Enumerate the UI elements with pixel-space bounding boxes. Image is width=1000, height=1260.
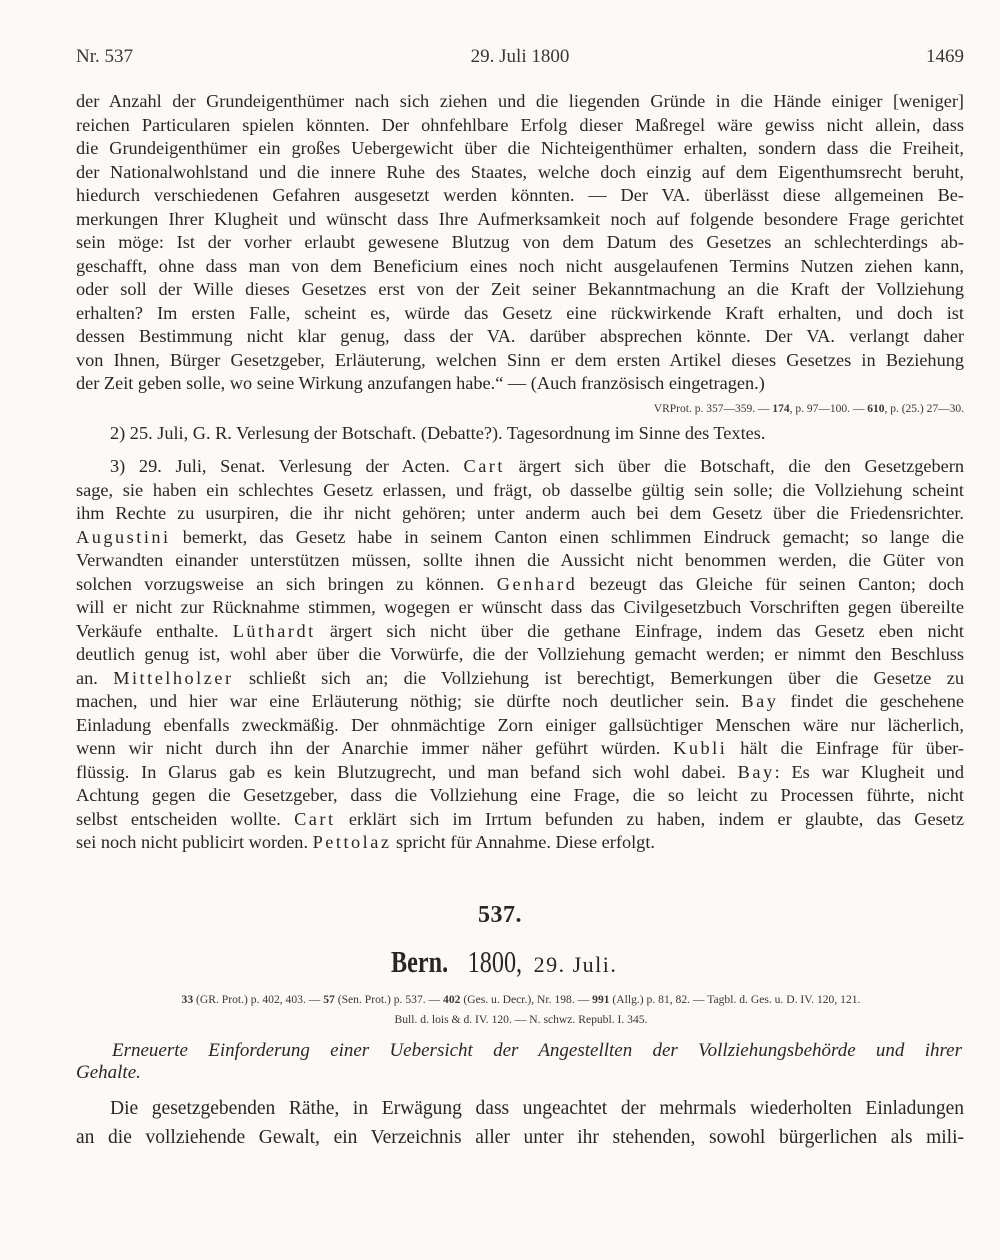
- speaker-name: Mittelholzer: [113, 667, 234, 688]
- line-text: hält die Einfrage für über-: [727, 738, 964, 758]
- speaker-name: Genhard: [496, 573, 578, 594]
- text-line: 2) 25. Juli, G. R. Verlesung der Botschaft. (Debatte?). Tagesordnung im Sinne des Textes.: [110, 423, 766, 443]
- line-text: bezeugt das Gleiche für seinen Canton; doch: [577, 573, 964, 594]
- dateline-place: Bern.: [390, 944, 448, 979]
- line-text: an.: [76, 667, 114, 688]
- text-line: der Anzahl der Grundeigenthümer nach sich ziehen und die liegenden Gründe in die Hände einiger [weniger]: [76, 91, 964, 111]
- text-line: [76, 479, 964, 503]
- text-line: [76, 714, 964, 738]
- line-text: ihm Rechte zu usurpiren, die ihr nicht gehören; unter anderm auch bei dem Gesetz über die Friedensrichter.: [76, 503, 964, 523]
- text-line: dessen Bestimmung nicht klar genug, dass der VA. darüber absprechen könnte. Der VA. verlangt daher: [76, 326, 964, 346]
- line-text: sei noch nicht publicirt worden.: [76, 832, 313, 852]
- ref-volume: 610: [867, 403, 885, 415]
- line-text: spricht für Annahme. Diese erfolgt.: [391, 832, 655, 852]
- source-volume: 33: [181, 993, 194, 1006]
- speaker-name: Augustini: [76, 526, 171, 547]
- text-line: [76, 643, 964, 667]
- line-text: Verkäufe enthalte.: [76, 620, 233, 641]
- line-text: erklärt sich im Irrtum befunden zu haben, indem er glaubte, das Gesetz: [335, 808, 964, 829]
- dateline-year: 1800,: [467, 944, 522, 979]
- line-text: Achtung gegen die Gesetzgeber, dass die Vollziehung eine Frage, die so leicht zu Processen führte, nicht: [76, 785, 964, 805]
- source-volume: 402: [443, 993, 461, 1006]
- text-line: [76, 831, 964, 855]
- text-line: [76, 737, 964, 761]
- text-line: oder soll der Wille dieses Gesetzes erst von der Zeit seiner Bekanntmachung an die Kraft der Vollziehung: [76, 279, 964, 299]
- line-text: bemerkt, das Gesetz habe in seinem Canton einen schlimmen Eindruck gemacht; so lange die: [170, 526, 964, 547]
- paragraph-resolution: [76, 1094, 964, 1152]
- archive-reference: [76, 401, 964, 425]
- document-heading: [76, 1040, 962, 1084]
- speaker-name: Cart: [294, 808, 336, 829]
- line-text: selbst entscheiden wollte.: [76, 808, 295, 829]
- ref-volume: 174: [772, 403, 790, 415]
- text-line: erhalten? Im ersten Falle, scheint es, würde das Gesetz eine rückwirkende Kraft erhalten, und doch ist: [76, 302, 964, 323]
- text-line: Die gesetzgebenden Räthe, in Erwägung dass ungeachtet der mehrmals wiederholten Einladungen: [110, 1098, 964, 1119]
- source-line: Bull. d. lois & d. IV. 120. — N. schwz. Republ. I. 345.: [394, 1013, 648, 1026]
- ref-text: , p. (25.) 27—30.: [884, 403, 964, 415]
- source-text: (Allg.) p. 81, 82. — Tagbl. d. Ges. u. D. IV. 120, 121.: [609, 993, 861, 1006]
- line-text: Verwandten einander unterstützen müssen, sollte ihnen die Aussicht nicht benommen werden, die Güter von: [76, 550, 964, 570]
- text-line: [76, 573, 964, 597]
- text-line: die Grundeigenthümer ein großes Uebergewicht über die Nichteigenthümer erhalten, sondern dass die Freiheit,: [76, 138, 964, 158]
- line-text: ärgert sich nicht über die gethane Einfrage, indem das Gesetz eben nicht: [315, 620, 964, 641]
- source-line: [86, 990, 956, 1010]
- speaker-name: Lüthardt: [232, 620, 316, 641]
- speaker-name: Bay: [737, 761, 775, 782]
- ref-text: , p. 97—100. —: [789, 403, 868, 415]
- dateline-day: 29. Juli.: [533, 952, 618, 977]
- line-text: deutlich genug ist, wohl aber über die Vorwürfe, die der Vollziehung gemacht werden; er nimmt den Beschluss: [76, 644, 964, 664]
- line-text: ärgert sich über die Botschaft, die den Gesetzgebern: [504, 456, 964, 476]
- text-line: an die vollziehende Gewalt, ein Verzeichnis aller unter ihr stehenden, sowohl bürgerlichen als mili-: [76, 1127, 964, 1148]
- speaker-name: Kubli: [673, 738, 728, 758]
- text-line: [76, 455, 964, 479]
- running-head: [76, 46, 964, 74]
- date-header: 29. Juli 1800: [470, 46, 570, 67]
- line-text: solchen vorzugsweise an sich bringen zu können.: [76, 573, 497, 594]
- source-text: (GR. Prot.) p. 402, 403. —: [193, 993, 324, 1006]
- source-references: [86, 990, 956, 1030]
- text-line: [76, 526, 964, 550]
- text-line: geschafft, ohne dass man von dem Beneficium eines noch nicht ausgelaufenen Termins Nutzen ziehen kann,: [76, 255, 964, 276]
- text-line: der Zeit geben solle, wo seine Wirkung anzufangen habe.“ — (Auch französisch eingetragen.): [76, 373, 765, 393]
- paragraph-senate-debate: [76, 455, 964, 855]
- text-line: [76, 502, 964, 526]
- text-line: [76, 808, 964, 832]
- line-text: findet die geschehene: [778, 691, 964, 711]
- speaker-name: Bay: [741, 691, 779, 711]
- heading-line: Erneuerte Einforderung einer Uebersicht der Angestellten der Vollziehungsbehörde und ihrer: [112, 1040, 962, 1061]
- text-line: merkungen Ihrer Klugheit und wünscht dass Ihre Aufmerksamkeit noch auf folgende besondere Frage gerichtet: [76, 208, 964, 229]
- line-text: will er nicht zur Rücknahme stimmen, wogegen er wünscht dass das Civilgesetzbuch Vorschriften gegen übereilte: [76, 597, 964, 617]
- paragraph-grand-council: [76, 422, 964, 446]
- dateline: [0, 944, 1000, 980]
- text-line: der Nationalwohlstand und die innere Ruhe des Staates, welche doch einzig auf dem Eigenthumsrecht beruht,: [76, 161, 964, 182]
- archive-reference-line: [76, 401, 964, 425]
- document-number: 537.: [478, 902, 522, 928]
- text-line: [76, 596, 964, 620]
- text-line: [76, 549, 964, 573]
- line-text: Einladung ebenfalls zweckmäßig. Der ohnmächtige Zorn einiger gallsüchtiger Menschen wäre nur lächerlich,: [76, 714, 964, 735]
- text-line: [76, 690, 964, 714]
- line-text: wenn wir nicht durch ihn der Anarchie immer näher geführt würden.: [76, 738, 674, 758]
- speaker-name: Pettolaz: [312, 832, 392, 852]
- source-volume: 991: [592, 993, 610, 1006]
- source-volume: 57: [323, 993, 335, 1006]
- text-line: sein möge: Ist der vorher erlaubt gewesene Blutzug von dem Datum des Gesetzes an schlechterdings ab-: [76, 232, 964, 252]
- line-text: machen, und hier war eine Erläuterung nöthig; sie dürfte noch deutlicher sein.: [76, 691, 742, 711]
- line-text: : Es war Klugheit und: [774, 761, 964, 782]
- text-line: reichen Particularen spielen könnten. Der ohnfehlbare Erfolg dieser Maßregel wäre gewiss nicht allein, dass: [76, 114, 964, 135]
- document-number-header: Nr. 537: [76, 46, 133, 67]
- paragraph-message-continuation: [76, 90, 964, 396]
- text-line: [76, 761, 964, 785]
- text-line: [76, 620, 964, 644]
- line-text: flüssig. In Glarus gab es kein Blutzugrecht, und man befand sich wohl dabei.: [76, 761, 738, 782]
- line-text: schließt sich an; die Vollziehung ist berechtigt, Bemerkungen über die Gesetze zu: [233, 667, 964, 688]
- text-line: hiedurch verschiedenen Gefahren ausgesetzt werden könnten. — Der VA. überlässt diese allgemeinen Be-: [76, 185, 964, 205]
- speaker-name: Cart: [463, 456, 505, 476]
- text-line: [76, 784, 964, 808]
- source-text: (Ges. u. Decr.), Nr. 198. —: [460, 993, 593, 1006]
- page-number: 1469: [926, 46, 964, 67]
- line-text: sage, sie haben ein schlechtes Gesetz erlassen, und frägt, ob dasselbe gültig sein solle; die Vollziehung scheint: [76, 479, 964, 500]
- ref-text: VRProt. p. 357—359. —: [653, 403, 773, 415]
- text-line: [76, 667, 964, 691]
- text-line: von Ihnen, Bürger Gesetzgeber, Erläuterung, welchen Sinn er dem ersten Artikel dieses Gesetzes in Beziehung: [76, 349, 964, 370]
- source-text: (Sen. Prot.) p. 537. —: [334, 993, 444, 1006]
- heading-line: Gehalte.: [76, 1062, 141, 1083]
- line-text: 3) 29. Juli, Senat. Verlesung der Acten.: [110, 456, 464, 476]
